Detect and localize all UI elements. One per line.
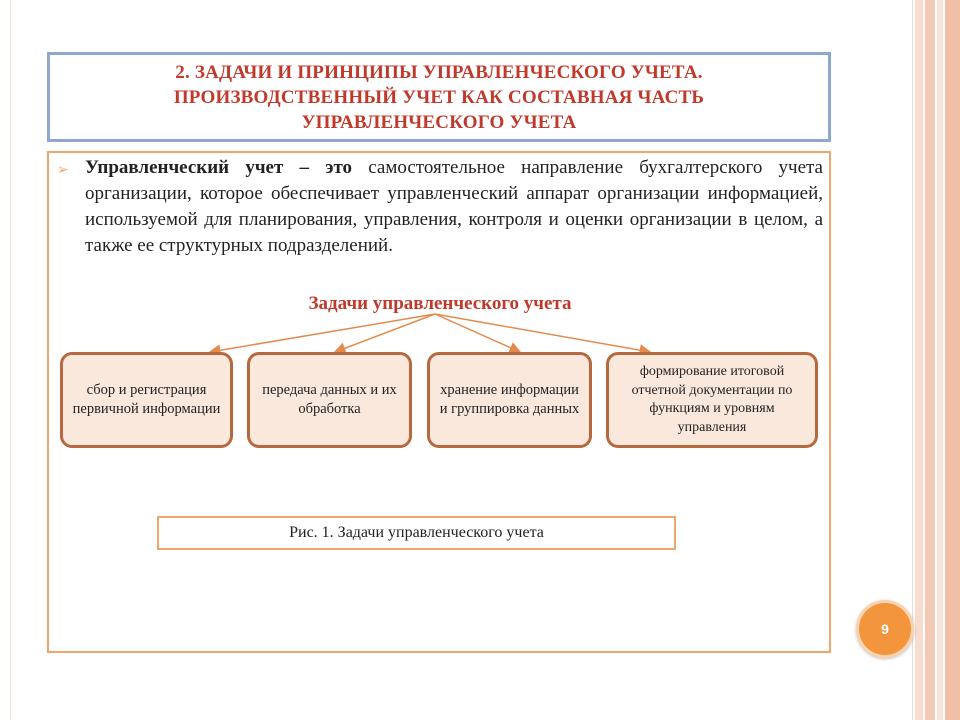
- definition-paragraph: [85, 155, 823, 259]
- slide-title: 2. ЗАДАЧИ И ПРИНЦИПЫ УПРАВЛЕНЧЕСКОГО УЧЕТА. ПРОИЗВОДСТВЕННЫЙ УЧЕТ КАК СОСТАВНАЯ ЧАСТЬ УПРАВЛЕНЧЕСКОГО УЧЕТА: [173, 61, 705, 133]
- caption-text: Рис. 1. Задачи управленческого учета: [289, 524, 544, 541]
- task-box-3: [427, 352, 592, 448]
- definition-text: самостоятельное направление бухгалтерского учета организации, которое обеспечивает управленческий аппарат организации информацией, используемой для планирования, управления, контроля и оценки организации в целом, а также ее структурных подразделений.: [85, 157, 823, 256]
- bullet-arrow-icon: ➢: [57, 163, 69, 178]
- title-box: [47, 52, 831, 142]
- page-number: 9: [881, 621, 889, 637]
- diagram-title: Задачи управленческого учета: [308, 293, 572, 314]
- figure-caption: [157, 516, 676, 550]
- task-label: формирование итоговой отчетной документации по функциям и уровням управления: [631, 364, 793, 435]
- task-box-4: [606, 352, 818, 448]
- task-box-1: [60, 352, 233, 448]
- decorative-stripes: [915, 0, 960, 720]
- task-box-2: [247, 352, 412, 448]
- task-label: передача данных и их обработка: [262, 382, 397, 417]
- definition-term: Управленческий учет – это: [85, 157, 353, 178]
- task-label: сбор и регистрация первичной информации: [72, 382, 221, 417]
- task-label: хранение информации и группировка данных: [439, 382, 580, 417]
- page-number-badge: [856, 600, 914, 658]
